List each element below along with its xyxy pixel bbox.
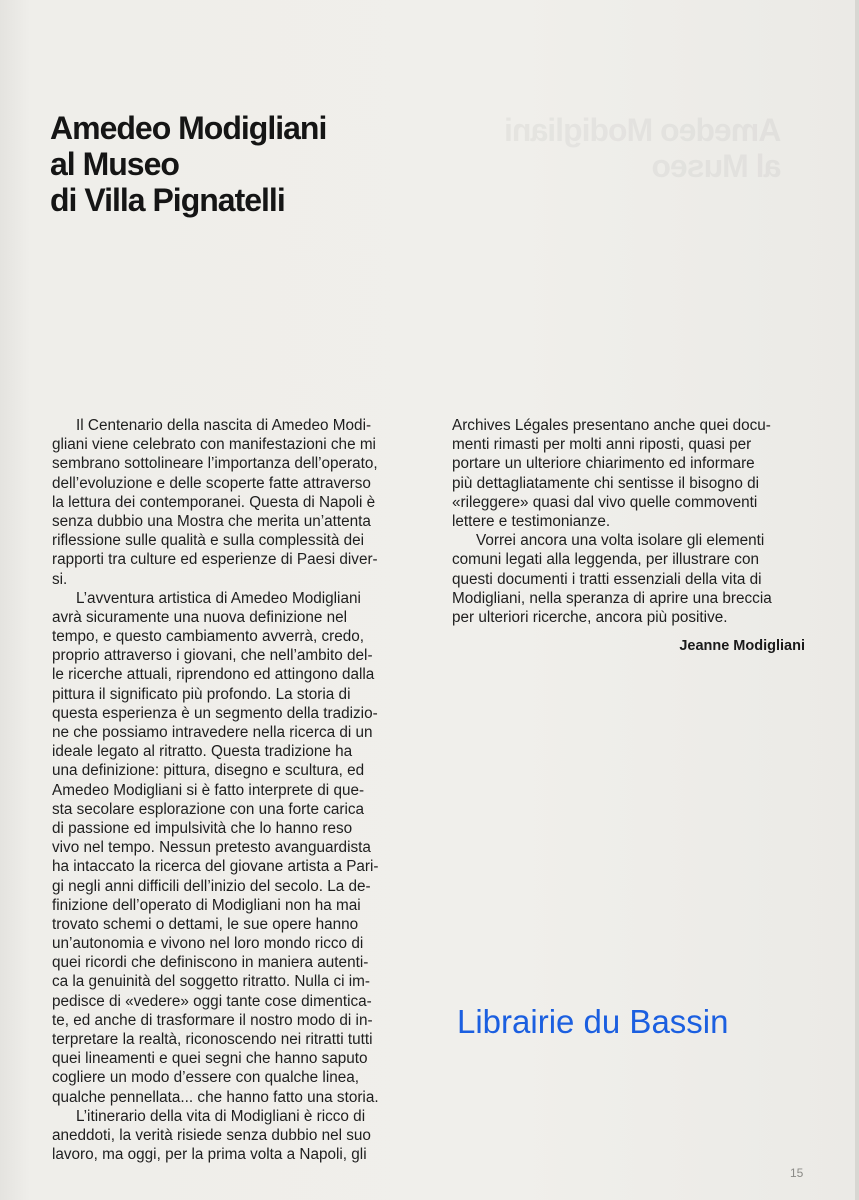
text-line: più dettagliatamente chi sentisse il bisogno di bbox=[452, 474, 759, 492]
text-line: gliani viene celebrato con manifestazioni che mi bbox=[52, 436, 376, 454]
text-line: sta secolare esplorazione con una forte carica bbox=[52, 800, 365, 818]
text-line: lavoro, ma oggi, per la prima volta a Napoli, gli bbox=[52, 1146, 367, 1164]
text-line: senza dubbio una Mostra che merita un’attenta bbox=[52, 512, 371, 530]
title-line-2: al Museo bbox=[50, 146, 179, 182]
page-edge bbox=[855, 0, 859, 1200]
seller-watermark: Librairie du Bassin bbox=[457, 1003, 729, 1040]
text-line: pedisce di «vedere» oggi tante cose dimentica- bbox=[52, 992, 372, 1010]
right-text-column bbox=[452, 416, 808, 627]
title-line-3: di Villa Pignatelli bbox=[50, 182, 285, 218]
text-line: Il Centenario della nascita di Amedeo Modi- bbox=[76, 417, 372, 434]
text-line: questa esperienza è un segmento della tradizio- bbox=[52, 704, 378, 722]
left-text-column bbox=[52, 416, 412, 1164]
text-line: aneddoti, la verità risiede senza dubbio nel suo bbox=[52, 1126, 371, 1144]
text-line: L’itinerario della vita di Modigliani è ricco di bbox=[76, 1107, 366, 1125]
text-line: si. bbox=[52, 570, 68, 588]
show-through-title bbox=[505, 112, 781, 184]
text-line: terpretare la realtà, riconoscendo nei ritratti tutti bbox=[52, 1031, 373, 1048]
title-line-1: Amedeo Modigliani bbox=[50, 110, 327, 146]
text-line: sembrano sottolineare l’importanza dell’operato, bbox=[52, 455, 378, 473]
text-line: vivo nel tempo. Nessun pretesto avanguardista bbox=[52, 839, 371, 857]
text-line: di passione ed impulsività che lo hanno reso bbox=[52, 819, 353, 837]
text-line: questi documenti i tratti essenziali della vita di bbox=[452, 570, 762, 588]
text-line: te, ed anche di trasformare il nostro modo di in- bbox=[52, 1011, 373, 1029]
text-line: per ulteriori ricerche, ancora più positive. bbox=[452, 608, 728, 626]
text-line: pittura il significato più profondo. La storia di bbox=[52, 685, 351, 703]
text-line: qualche pennellata... che hanno fatto una storia. bbox=[52, 1088, 379, 1106]
text-line: dell’evoluzione e delle scoperte fatte attraverso bbox=[52, 474, 371, 492]
text-line: Vorrei ancora una volta isolare gli elementi bbox=[476, 532, 765, 550]
text-line: cogliere un modo d’essere con qualche linea, bbox=[52, 1069, 359, 1087]
text-line: la lettura dei contemporanei. Questa di Napoli è bbox=[52, 493, 376, 511]
text-line: avrà sicuramente una nuova definizione nel bbox=[52, 608, 348, 626]
text-line: quei lineamenti e quei segni che hanno saputo bbox=[52, 1050, 368, 1068]
text-line: gi negli anni difficili dell’inizio del secolo. La de- bbox=[52, 877, 371, 895]
text-line: menti rimasti per molti anni riposti, quasi per bbox=[452, 436, 752, 454]
text-line: rapporti tra culture ed esperienze di Paesi diver- bbox=[52, 551, 378, 569]
text-line: un’autonomia e vivono nel loro mondo ricco di bbox=[52, 935, 364, 953]
text-line: proprio attraverso i giovani, che nell’ambito del- bbox=[52, 647, 373, 665]
text-line: finizione dell’operato di Modigliani non ha mai bbox=[52, 896, 361, 914]
text-line: ne che possiamo intravedere nella ricerca di un bbox=[52, 724, 373, 741]
text-line: Modigliani, nella speranza di aprire una breccia bbox=[452, 589, 772, 607]
text-line: ca la genuinità del soggetto ritratto. Nulla ci im- bbox=[52, 973, 370, 991]
article-title bbox=[50, 110, 326, 218]
page-number: 15 bbox=[790, 1166, 804, 1180]
show-through-line-2 bbox=[505, 148, 781, 184]
text-line: una definizione: pittura, disegno e scultura, ed bbox=[52, 762, 365, 780]
text-line: ideale legato al ritratto. Questa tradizione ha bbox=[52, 743, 353, 761]
text-line: portare un ulteriore chiarimento ed informare bbox=[452, 455, 755, 473]
text-line: trovato schemi o dettami, le sue opere hanno bbox=[52, 915, 359, 933]
text-line: le ricerche attuali, riprendono ed attingono dalla bbox=[52, 666, 375, 684]
text-line: L’avventura artistica di Amedeo Modigliani bbox=[76, 589, 361, 607]
text-line: riflessione sulle qualità e sulla complessità dei bbox=[52, 532, 365, 550]
text-line: quei ricordi che definiscono in maniera autenti- bbox=[52, 954, 369, 972]
author-signature: Jeanne Modigliani bbox=[679, 638, 805, 654]
show-through-line-1 bbox=[505, 112, 781, 148]
text-line: ha intaccato la ricerca del giovane artista a Pari- bbox=[52, 858, 379, 876]
text-line: comuni legati alla leggenda, per illustrare con bbox=[452, 551, 759, 569]
text-line: «rileggere» quasi dal vivo quelle commoventi bbox=[452, 493, 758, 511]
text-line: Archives Légales presentano anche quei docu- bbox=[452, 417, 771, 434]
text-line: lettere e testimonianze. bbox=[452, 512, 611, 530]
text-line: Amedeo Modigliani si è fatto interprete di que- bbox=[52, 781, 365, 799]
text-line: tempo, e questo cambiamento avverrà, credo, bbox=[52, 628, 365, 646]
